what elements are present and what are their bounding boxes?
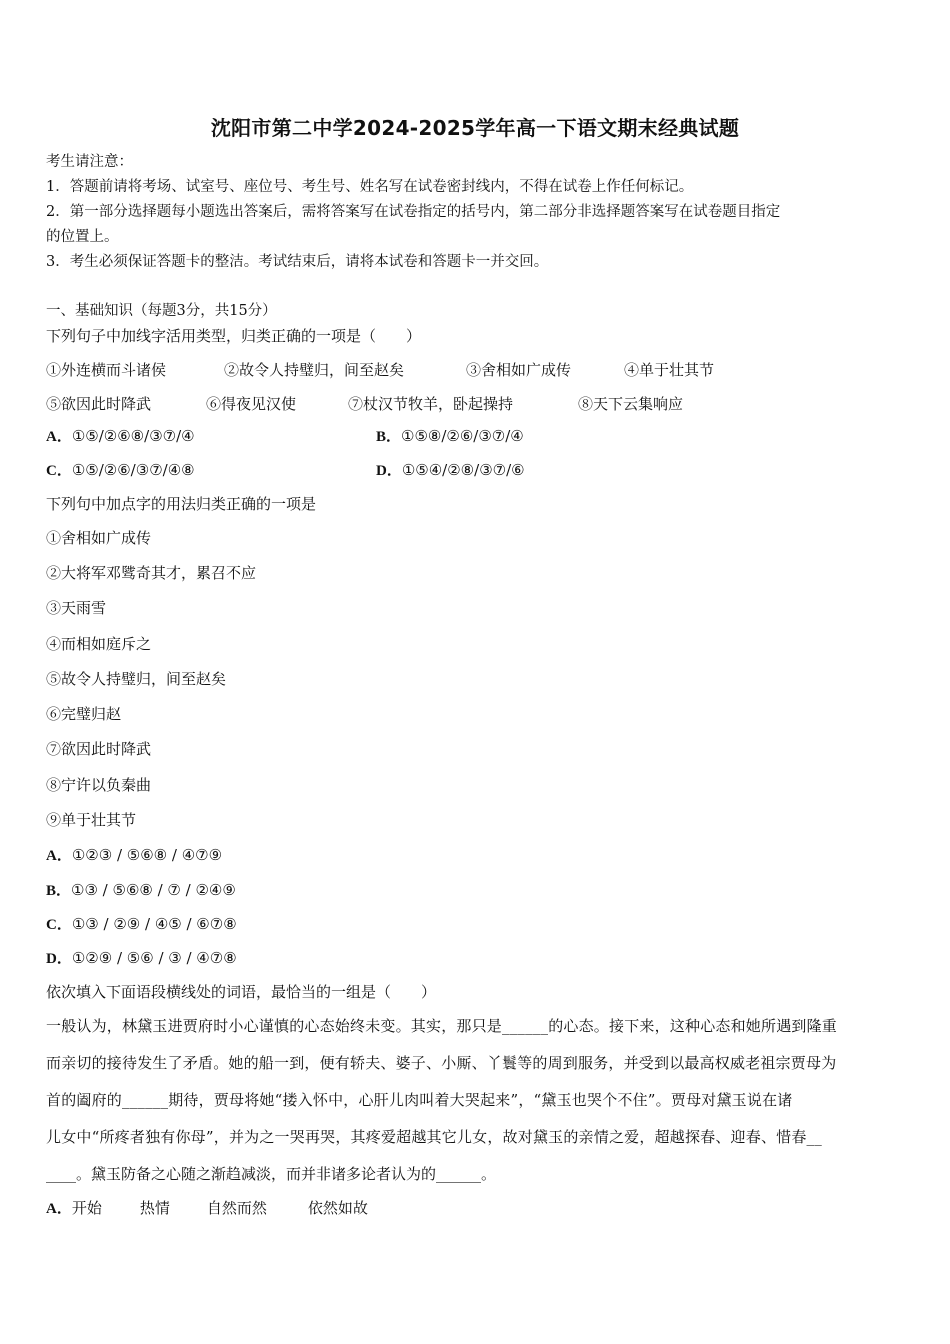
q1-item: ④单于壮其节 xyxy=(624,361,715,379)
q2-option-a[interactable] xyxy=(46,845,222,866)
option-word: 热情 xyxy=(139,1199,170,1217)
option-text: ①⑤⑧/②⑥/③⑦/④ xyxy=(401,427,524,445)
option-text: ①②③ / ⑤⑥⑧ / ④⑦⑨ xyxy=(71,846,223,864)
option-word: 依然如故 xyxy=(307,1199,368,1217)
q1-item: ⑦杖汉节牧羊，卧起操持 xyxy=(348,395,514,413)
option-text: ①⑤/②⑥/③⑦/④⑧ xyxy=(71,461,195,479)
q2-option-d[interactable] xyxy=(46,948,237,969)
q3-passage-line: 而亲切的接待发生了矛盾。她的船一到，便有轿夫、婆子、小厮、丫鬟等的周到服务，并受到以最高权威老祖宗贾母为 xyxy=(46,1054,837,1072)
option-label: D． xyxy=(376,463,402,479)
q2-item: ⑤故令人持璧归，间至赵矣 xyxy=(46,670,227,688)
q1-option-c[interactable] xyxy=(46,460,195,481)
q2-item: ⑥完璧归赵 xyxy=(46,705,122,723)
option-label: A． xyxy=(46,848,72,864)
notice-item-2-cont: 的位置上。 xyxy=(46,229,119,245)
option-label: C． xyxy=(46,917,72,933)
option-text: ①⑤/②⑥⑧/③⑦/④ xyxy=(71,427,195,445)
option-label: A． xyxy=(46,1201,72,1217)
notice-item-1: 1．答题前请将考场、试室号、座位号、考生号、姓名写在试卷密封线内，不得在试卷上作任何标记。 xyxy=(46,179,694,195)
option-label: B． xyxy=(376,429,402,445)
q1-item: ⑧天下云集响应 xyxy=(578,395,684,413)
q1-stem: 下列句子中加线字活用类型，归类正确的一项是（ ） xyxy=(46,327,422,345)
option-word: 开始 xyxy=(71,1199,102,1217)
option-label: C． xyxy=(46,463,72,479)
option-label: B． xyxy=(46,883,72,899)
q1-option-b[interactable] xyxy=(376,426,524,447)
q2-item: ⑨单于壮其节 xyxy=(46,811,137,829)
option-word: 自然而然 xyxy=(206,1199,267,1217)
q2-item: ②大将军邓骘奇其才，累召不应 xyxy=(46,564,257,582)
option-text: ①②⑨ / ⑤⑥ / ③ / ④⑦⑧ xyxy=(71,949,237,967)
q1-items-row2 xyxy=(46,394,683,414)
q1-option-a[interactable] xyxy=(46,426,195,447)
page-title: 沈阳市第二中学2024-2025学年高一下语文期末经典试题 xyxy=(210,116,740,140)
q1-item: ⑤欲因此时降武 xyxy=(46,395,152,413)
q2-item: ①舍相如广成传 xyxy=(46,529,152,547)
q2-item: ④而相如庭斥之 xyxy=(46,635,152,653)
q3-option-a[interactable] xyxy=(46,1198,368,1219)
option-label: D． xyxy=(46,951,72,967)
q2-item: ⑧宁许以负秦曲 xyxy=(46,776,152,794)
q1-item: ②故令人持璧归，间至赵矣 xyxy=(224,361,405,379)
q2-option-c[interactable] xyxy=(46,914,237,935)
q3-stem: 依次填入下面语段横线处的词语，最恰当的一组是（ ） xyxy=(46,983,437,1001)
option-label: A． xyxy=(46,429,72,445)
q3-passage-line: ____。黛玉防备之心随之渐趋减淡，而并非诸多论者认为的______。 xyxy=(46,1165,497,1183)
option-text: ①③ / ②⑨ / ④⑤ / ⑥⑦⑧ xyxy=(71,915,237,933)
q1-item: ③舍相如广成传 xyxy=(466,361,572,379)
q1-item: ①外连横而斗诸侯 xyxy=(46,361,167,379)
notice-item-2: 2．第一部分选择题每小题选出答案后，需将答案写在试卷指定的括号内，第二部分非选择题答案写在试卷题目指定 xyxy=(46,204,781,220)
option-text: ①③ / ⑤⑥⑧ / ⑦ / ②④⑨ xyxy=(71,881,236,899)
notice-heading: 考生请注意： xyxy=(46,154,133,170)
option-text: ①⑤④/②⑧/③⑦/⑥ xyxy=(401,461,525,479)
q1-item: ⑥得夜见汉使 xyxy=(206,395,297,413)
q3-passage-line: 首的阖府的______期待，贾母将她“搂入怀中，心肝儿肉叫着大哭起来”，“黛玉也哭个不住”。贾母对黛玉说在诸 xyxy=(46,1091,793,1109)
notice-item-3: 3．考生必须保证答题卡的整洁。考试结束后，请将本试卷和答题卡一并交回。 xyxy=(46,254,549,270)
q1-option-d[interactable] xyxy=(376,460,525,481)
q2-item: ⑦欲因此时降武 xyxy=(46,740,152,758)
q2-stem: 下列句中加点字的用法归类正确的一项是 xyxy=(46,495,317,513)
q2-item: ③天雨雪 xyxy=(46,599,107,617)
section-heading: 一、基础知识（每题3分，共15分） xyxy=(46,303,277,319)
q3-passage-line: 儿女中“所疼者独有你母”，并为之一哭再哭，其疼爱超越其它儿女，故对黛玉的亲情之爱，超越探春、迎春、惜春__ xyxy=(46,1128,822,1146)
q2-option-b[interactable] xyxy=(46,880,236,901)
q1-items-row1 xyxy=(46,360,714,380)
q3-passage-line: 一般认为，林黛玉进贾府时小心谨慎的心态始终未变。其实，那只是______的心态。接下来，这种心态和她所遇到隆重 xyxy=(46,1017,838,1035)
